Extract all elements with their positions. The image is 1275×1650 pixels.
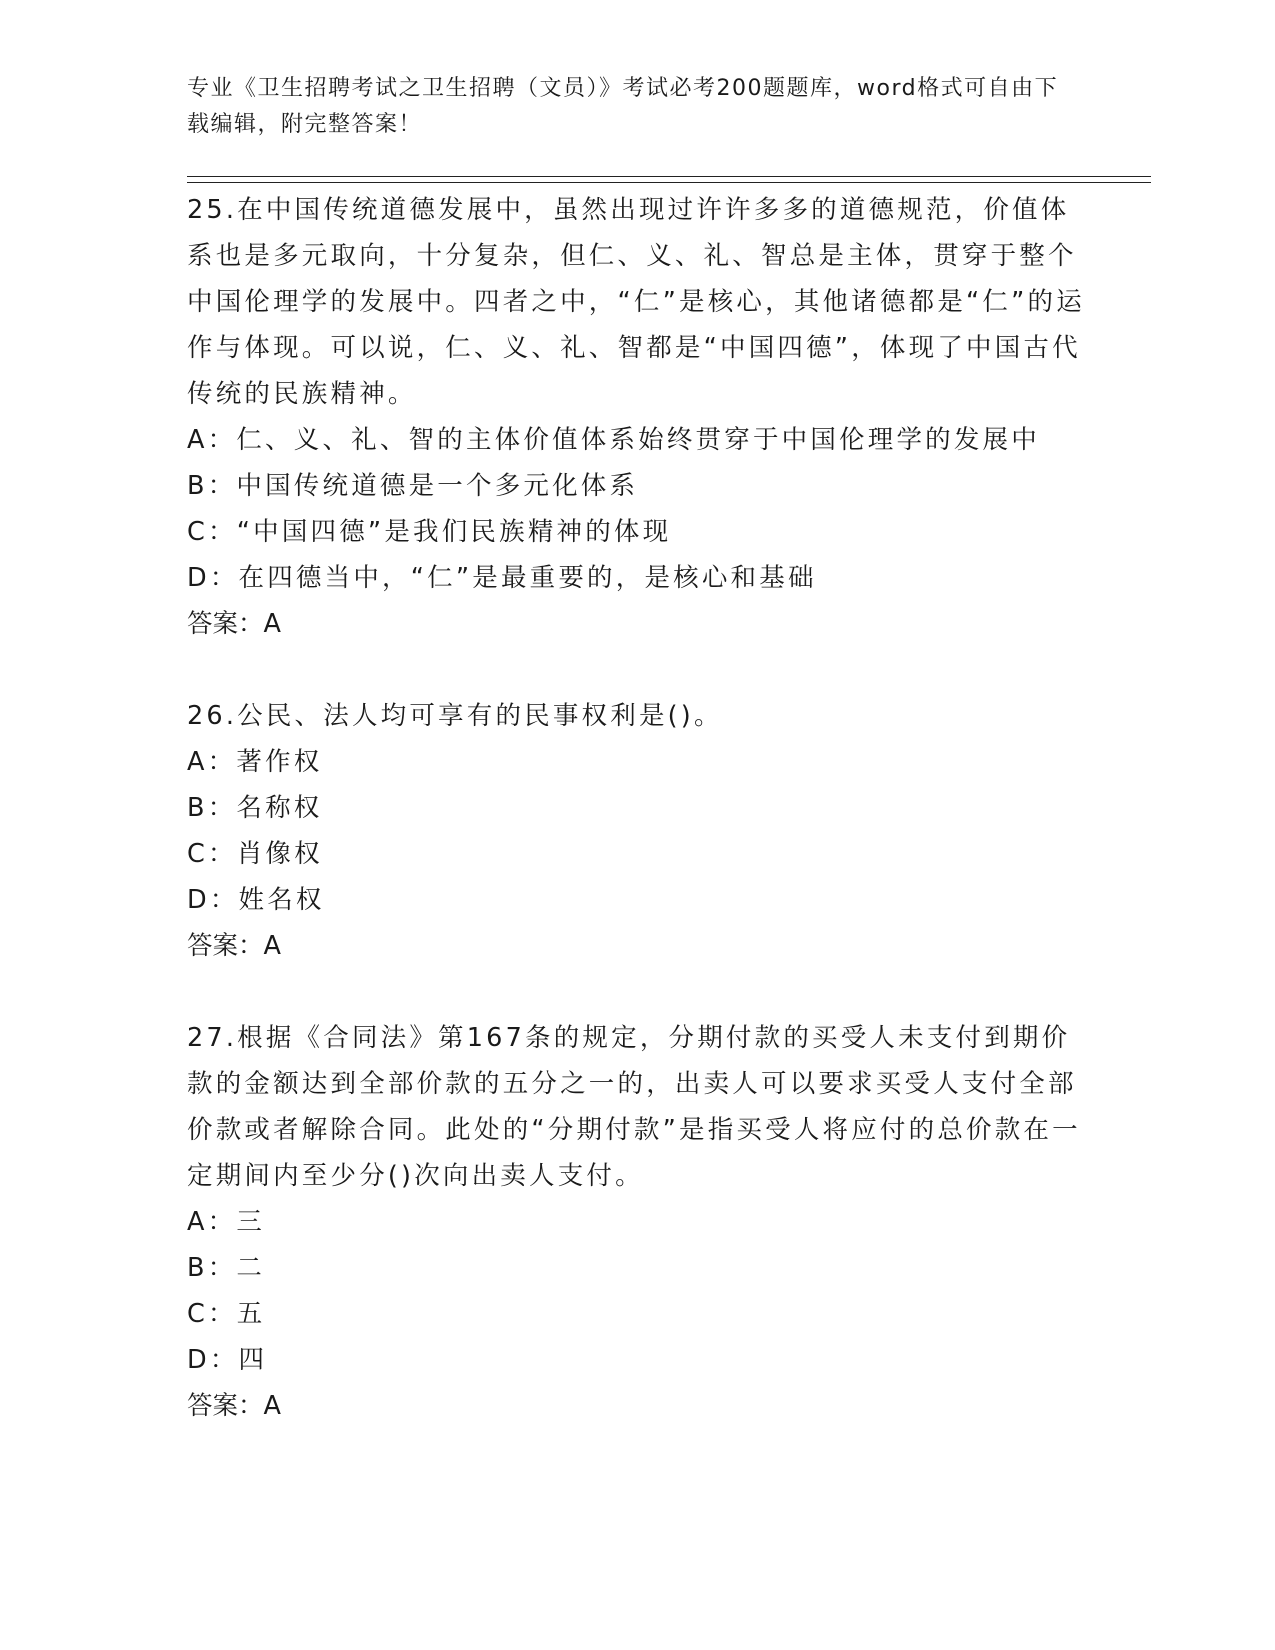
option-c: C：“中国四德”是我们民族精神的体现 <box>187 517 672 547</box>
option-c: C：五 <box>187 1299 266 1329</box>
option-b: B：二 <box>187 1253 266 1283</box>
option-b: B：名称权 <box>187 793 323 823</box>
header-rule-bottom <box>187 182 1151 183</box>
option-a: A：著作权 <box>187 747 323 777</box>
question-list <box>187 187 1087 1429</box>
answer-line: 答案：A <box>187 1391 281 1421</box>
question-spacer <box>187 969 1087 1015</box>
question-stem: 25.在中国传统道德发展中，虽然出现过许许多多的道德规范，价值体系也是多元取向，十分复杂，但仁、义、礼、智总是主体，贯穿于整个中国伦理学的发展中。四者之中，“仁”是核心，其他诸德都是“仁”的运作与体现。可以说，仁、义、礼、智都是“中国四德”，体现了中国古代传统的民族精神。 <box>187 195 1085 409</box>
option-a: A：仁、义、礼、智的主体价值体系始终贯穿于中国伦理学的发展中 <box>187 425 1040 455</box>
question-26 <box>187 693 1087 969</box>
question-stem: 27.根据《合同法》第167条的规定，分期付款的买受人未支付到期价款的金额达到全部价款的五分之一的，出卖人可以要求买受人支付全部价款或者解除合同。此处的“分期付款”是指买受人将应付的总价款在一定期间内至少分()次向出卖人支付。 <box>187 1023 1081 1191</box>
option-b: B：中国传统道德是一个多元化体系 <box>187 471 639 501</box>
question-stem: 26.公民、法人均可享有的民事权利是()。 <box>187 701 723 731</box>
option-d: D：在四德当中，“仁”是最重要的，是核心和基础 <box>187 563 817 593</box>
answer-line: 答案：A <box>187 931 281 961</box>
option-a: A：三 <box>187 1207 266 1237</box>
option-c: C：肖像权 <box>187 839 323 869</box>
header-rule-top <box>187 176 1151 177</box>
question-spacer <box>187 647 1087 693</box>
question-25 <box>187 187 1087 647</box>
option-d: D：四 <box>187 1345 268 1375</box>
answer-line: 答案：A <box>187 609 281 639</box>
question-27 <box>187 1015 1087 1429</box>
document-header: 专业《卫生招聘考试之卫生招聘（文员）》考试必考200题题库，word格式可自由下载编辑，附完整答案！ <box>187 76 1059 137</box>
option-d: D：姓名权 <box>187 885 325 915</box>
